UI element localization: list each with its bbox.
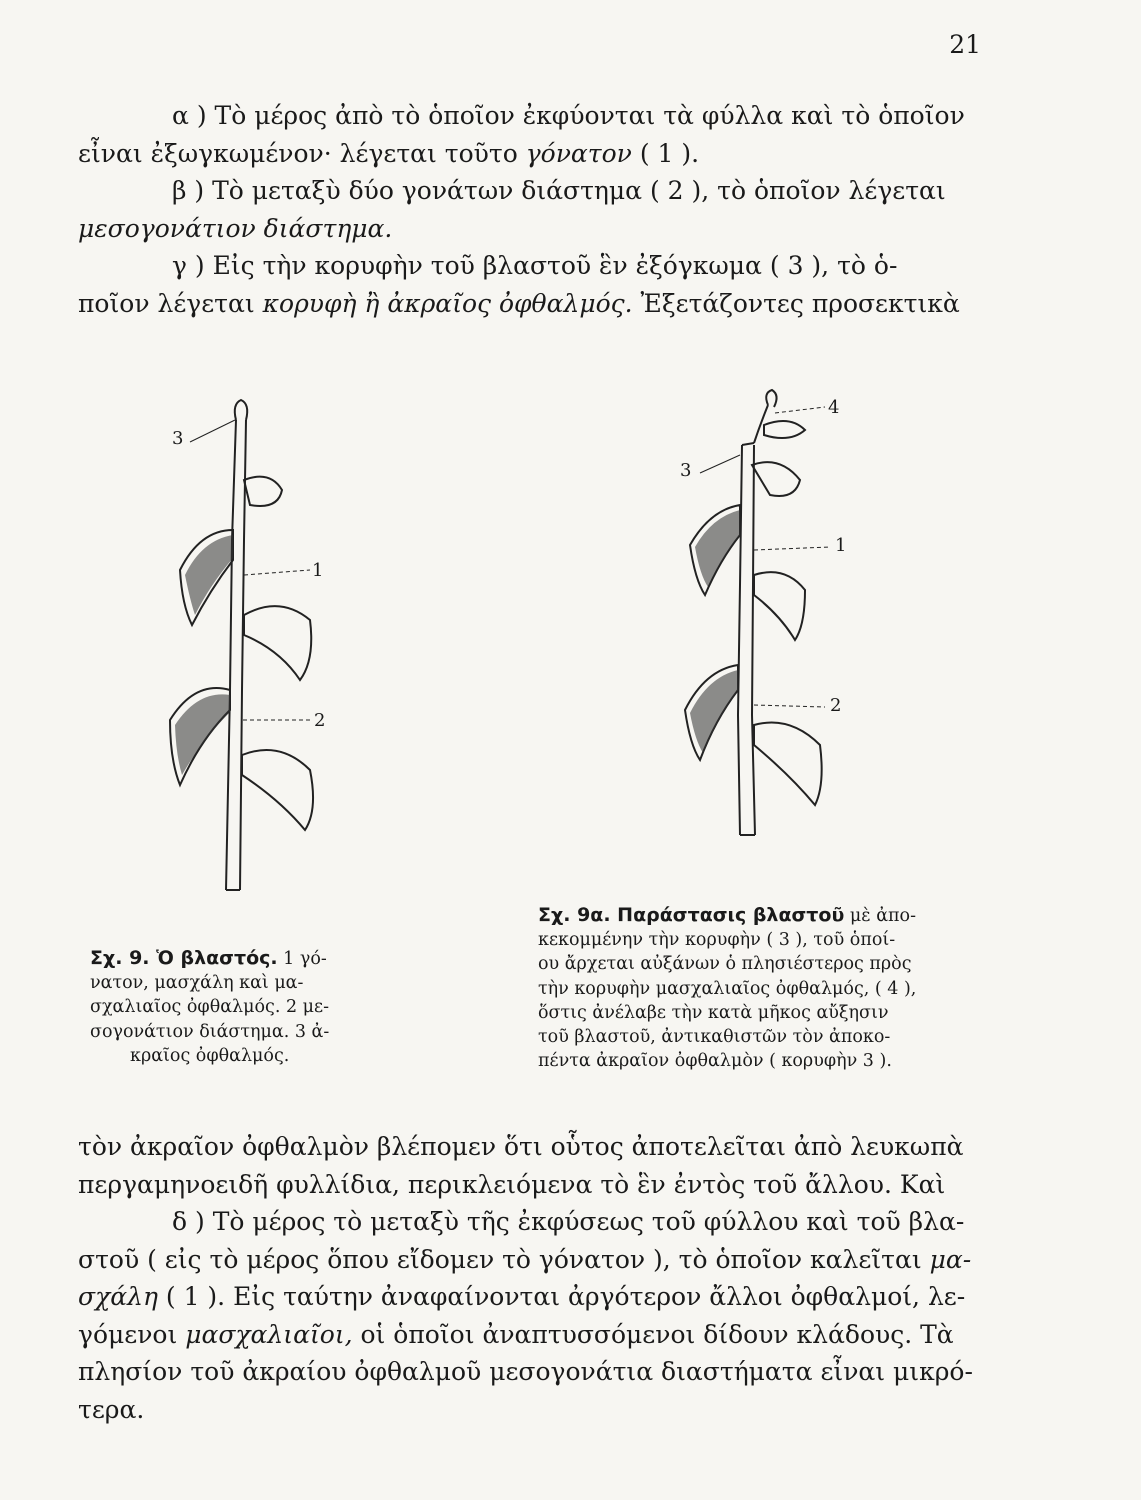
- text-line: τὸν ἀκραῖον ὀφθαλμὸν βλέπομεν ὅτι οὗτος ἀποτελεῖται ἀπὸ λευκωπὰ: [78, 1132, 964, 1161]
- text-line: στοῦ ( εἰς τὸ μέρος ὅπου εἴδομεν τὸ γόνατον ), τὸ ὁποῖον καλεῖται μα-: [78, 1244, 972, 1274]
- label-internode: 2: [314, 710, 326, 731]
- figure-caption-right: [538, 902, 978, 1073]
- bottom-paragraph: [78, 1128, 978, 1428]
- caption-line: νατον, μασχάλη καὶ μα-: [90, 973, 304, 994]
- caption-line: σογονάτιον διάστημα. 3 ἀ-: [90, 1021, 330, 1042]
- figure-shoot-illustration: [140, 390, 390, 910]
- text-line: β ) Τὸ μεταξὺ δύο γονάτων διάστημα ( 2 ), τὸ ὁποῖον λέγεται: [172, 176, 946, 205]
- figure-caption-left: [90, 945, 390, 1068]
- text-line: περγαμηνοειδῆ φυλλίδια, περικλειόμενα τὸ ἓν ἐντὸς τοῦ ἄλλου. Καὶ: [78, 1169, 946, 1199]
- cut-shoot-drawing: [660, 385, 900, 855]
- top-paragraph: [78, 97, 978, 322]
- text-line: γόμενοι μασχαλιαῖοι, οἱ ὁποῖοι ἀναπτυσσόμενοι δίδουν κλάδους. Τὰ: [78, 1319, 954, 1349]
- caption-line: σχαλιαῖος ὀφθαλμός. 2 με-: [90, 997, 330, 1018]
- caption-line: Σχ. 9. Ὁ βλαστός. 1 γό-: [90, 947, 327, 969]
- label-node: 1: [835, 535, 847, 556]
- text-line: τερα.: [78, 1394, 145, 1424]
- caption-line: κεκομμένην τὴν κορυφὴν ( 3 ), τοῦ ὁποί-: [538, 930, 896, 951]
- text-line: σχάλη ( 1 ). Εἰς ταύτην ἀναφαίνονται ἀργότερον ἄλλοι ὀφθαλμοί, λε-: [78, 1282, 966, 1311]
- text-line: μεσογονάτιον διάστημα.: [78, 213, 393, 243]
- label-node: 1: [312, 560, 324, 581]
- caption-line: πέντα ἀκραῖον ὀφθαλμὸν ( κορυφὴν 3 ).: [538, 1050, 892, 1071]
- text-line: δ ) Τὸ μέρος τὸ μεταξὺ τῆς ἐκφύσεως τοῦ φύλλου καὶ τοῦ βλα-: [172, 1207, 965, 1236]
- figure-cut-shoot-illustration: [660, 385, 900, 855]
- caption-line: Σχ. 9α. Παράστασις βλαστοῦ μὲ ἀπο-: [538, 904, 916, 926]
- text-line: εἶναι ἐξωγκωμένον· λέγεται τοῦτο γόνατον ( 1 ).: [78, 138, 700, 168]
- text-line: ποῖον λέγεται κορυφὴ ἢ ἀκραῖος ὀφθαλμός. Ἐξετάζοντες προσεκτικὰ: [78, 288, 960, 318]
- label-new-apex: 4: [828, 397, 840, 418]
- caption-line: τὴν κορυφὴν μασχαλιαῖος ὀφθαλμός, ( 4 ),: [538, 978, 917, 999]
- label-internode: 2: [830, 695, 842, 716]
- text-line: α ) Τὸ μέρος ἀπὸ τὸ ὁποῖον ἐκφύονται τὰ φύλλα καὶ τὸ ὁποῖον: [172, 101, 965, 130]
- caption-line: ὅστις ἀνέλαβε τὴν κατὰ μῆκος αὔξησιν: [538, 1002, 889, 1023]
- caption-line: τοῦ βλαστοῦ, ἀντικαθιστῶν τὸν ἀποκο-: [538, 1026, 891, 1047]
- label-apex: 3: [172, 428, 184, 449]
- shoot-drawing: [140, 390, 390, 910]
- label-cut-apex: 3: [680, 460, 692, 481]
- caption-line: κραῖος ὀφθαλμός.: [130, 1045, 290, 1066]
- caption-line: ου ἄρχεται αὐξάνων ὁ πλησιέστερος πρὸς: [538, 954, 912, 975]
- page-number: 21: [949, 30, 981, 59]
- text-line: πλησίον τοῦ ἀκραίου ὀφθαλμοῦ μεσογονάτια διαστήματα εἶναι μικρό-: [78, 1357, 973, 1386]
- text-line: γ ) Εἰς τὴν κορυφὴν τοῦ βλαστοῦ ἓν ἐξόγκωμα ( 3 ), τὸ ὁ-: [172, 251, 898, 280]
